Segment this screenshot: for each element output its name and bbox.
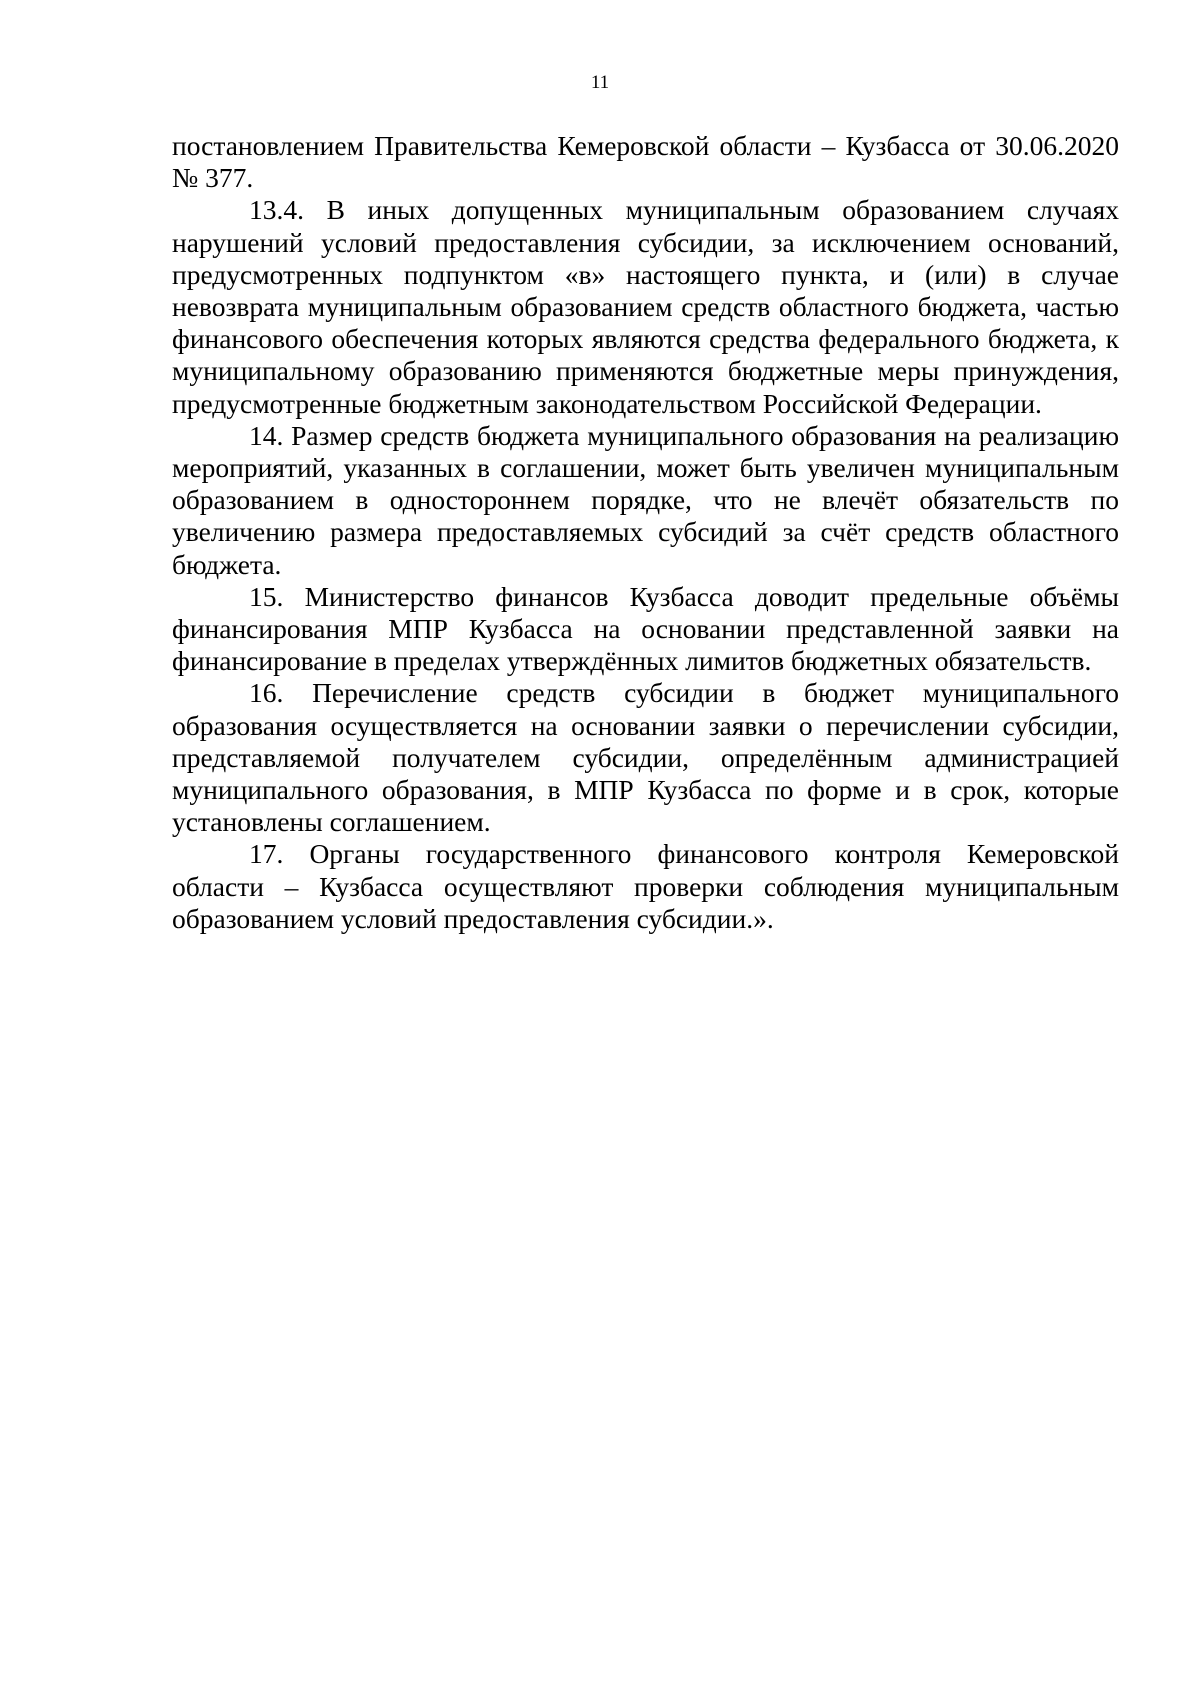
paragraph-14: 14. Размер средств бюджета муниципального образования на реализацию мероприятий, указанных в соглашении, может быть увеличен муниципальным образованием в одностороннем порядке, что не влечёт обязательств по увеличению размера предоставляемых субсидий за счёт средств областного бюджета. xyxy=(172,419,1119,580)
paragraph-17: 17. Органы государственного финансового контроля Кемеровской области – Кузбасса осуществляют проверки соблюдения муниципальным образованием условий предоставления субсидии.». xyxy=(172,838,1119,934)
paragraph-15: 15. Министерство финансов Кузбасса доводит предельные объёмы финансирования МПР Кузбасса на основании представленной заявки на финансирование в пределах утверждённых лимитов бюджетных обязательств. xyxy=(172,580,1119,677)
paragraph-continuation: постановлением Правительства Кемеровской области – Кузбасса от 30.06.2020 № 377. xyxy=(172,130,1119,194)
document-body xyxy=(172,130,1119,935)
paragraph-13-4: 13.4. В иных допущенных муниципальным образованием случаях нарушений условий предоставления субсидии, за исключением оснований, предусмотренных подпунктом «в» настоящего пункта, и (или) в случае невозврата муниципальным образованием средств областного бюджета, частью финансового обеспечения которых являются средства федерального бюджета, к муниципальному образованию применяются бюджетные меры принуждения, предусмотренные бюджетным законодательством Российской Федерации. xyxy=(172,194,1119,419)
page-number: 11 xyxy=(590,72,610,93)
paragraph-16: 16. Перечисление средств субсидии в бюджет муниципального образования осуществляется на основании заявки о перечислении субсидии, представляемой получателем субсидии, определённым администрацией муниципального образования, в МПР Кузбасса по форме и в срок, которые установлены соглашением. xyxy=(172,677,1119,838)
